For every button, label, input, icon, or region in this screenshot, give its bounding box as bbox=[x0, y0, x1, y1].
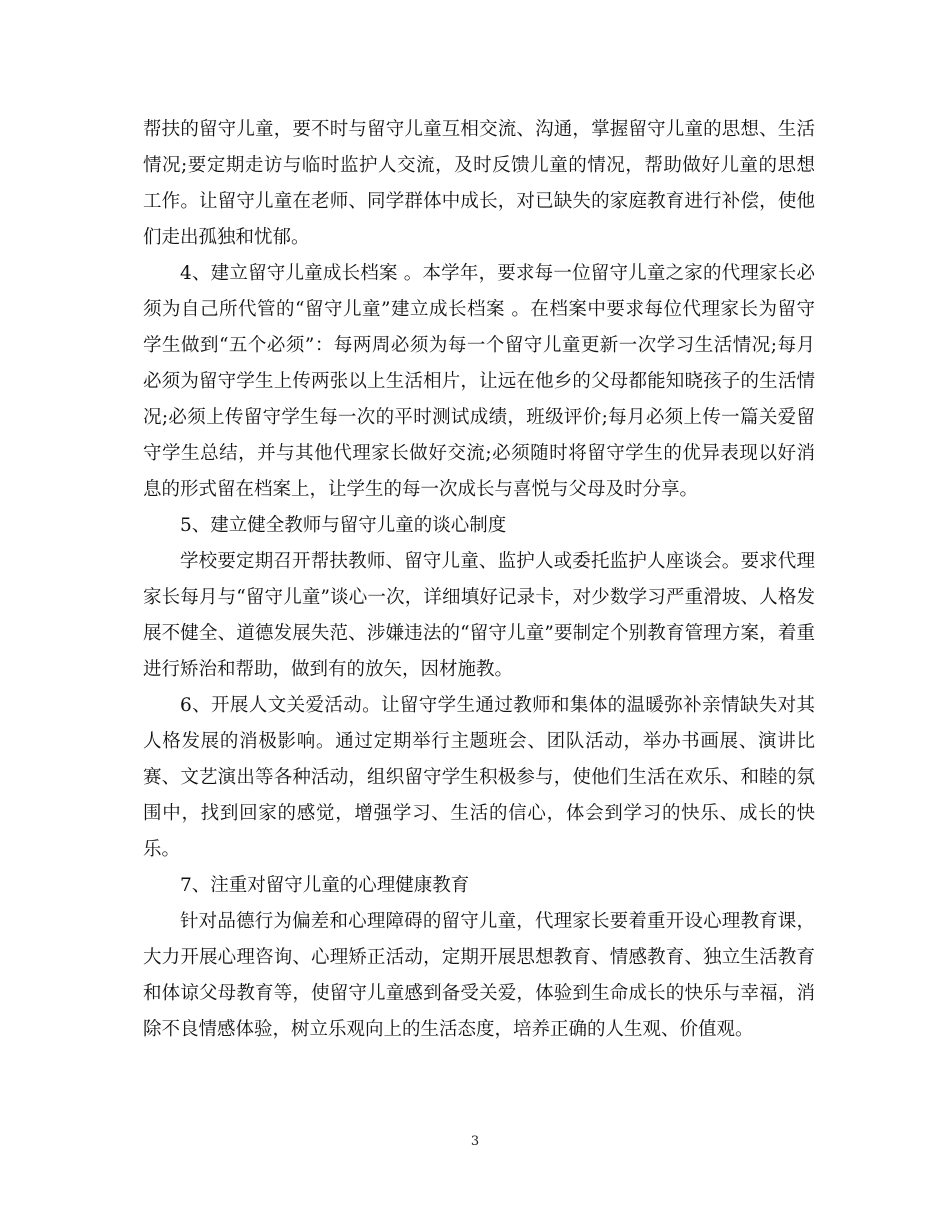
document-body bbox=[143, 112, 815, 1048]
paragraph-mental-health: 针对品德行为偏差和心理障碍的留守儿童，代理家长要着重开设心理教育课，大力开展心理咨询、心理矫正活动，定期开展思想教育、情感教育、独立生活教育和体谅父母教育等，使留守儿童感到备受关爱，体验到生命成长的快乐与幸福，消除不良情感体验，树立乐观向上的生活态度，培养正确的人生观、价值观。 bbox=[143, 911, 815, 1040]
paragraph-growth-archive: 4、建立留守儿童成长档案 。本学年，要求每一位留守儿童之家的代理家长必须为自己所代管的“留守儿童”建立成长档案 。在档案中要求每位代理家长为留守学生做到“五个必须”：每两周必须为每一个留守儿童更新一次学习生活情况;每月必须为留守学生上传两张以上生活相片，让远在他乡的父母都能知晓孩子的生活情况;必须上传留守学生每一次的平时测试成绩，班级评价;每月必须上传一篇关爱留守学生总结，并与其他代理家长做好交流;必须随时将留守学生的优异表现以好消息的形式留在档案上，让学生的每一次成长与喜悦与父母及时分享。 bbox=[143, 263, 815, 500]
paragraph-continuation: 帮扶的留守儿童，要不时与留守儿童互相交流、沟通，掌握留守儿童的思想、生活情况;要定期走访与临时监护人交流，及时反馈儿童的情况，帮助做好儿童的思想工作。让留守儿童在老师、同学群体中成长，对已缺失的家庭教育进行补偿，使他们走出孤独和忧郁。 bbox=[143, 119, 815, 248]
heading-mental-health: 7、注重对留守儿童的心理健康教育 bbox=[180, 875, 470, 896]
paragraph-heart-to-heart-system: 学校要定期召开帮扶教师、留守儿童、监护人或委托监护人座谈会。要求代理家长每月与“留守儿童”谈心一次，详细填好记录卡，对少数学习严重滑坡、人格发展不健全、道德发展失范、涉嫌违法的“留守儿童”要制定个别教育管理方案，着重进行矫治和帮助，做到有的放矢，因材施教。 bbox=[143, 551, 815, 680]
heading-heart-to-heart-system: 5、建立健全教师与留守儿童的谈心制度 bbox=[180, 515, 507, 536]
page-number: 3 bbox=[470, 1134, 480, 1149]
paragraph-humanistic-care: 6、开展人文关爱活动。让留守学生通过教师和集体的温暖弥补亲情缺失对其人格发展的消极影响。通过定期举行主题班会、团队活动，举办书画展、演讲比赛、文艺演出等各种活动，组织留守学生积极参与，使他们生活在欢乐、和睦的氛围中，找到回家的感觉，增强学习、生活的信心，体会到学习的快乐、成长的快乐。 bbox=[143, 695, 815, 860]
